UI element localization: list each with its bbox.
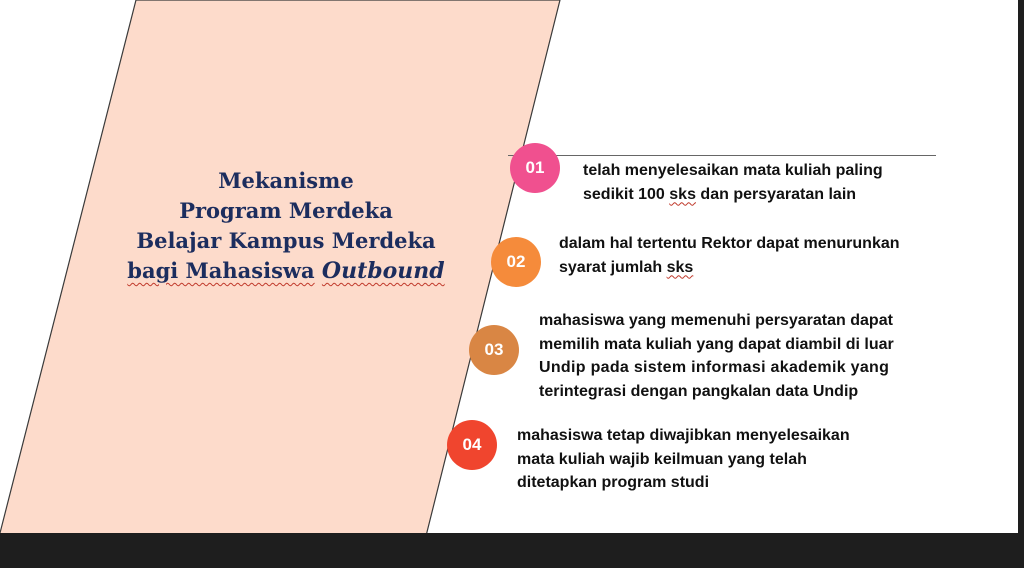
item-02-line-1: dalam hal tertentu Rektor dapat menurunkan: [559, 235, 900, 252]
item-04-line-3: ditetapkan program studi: [517, 474, 710, 491]
sks-word: sks: [666, 258, 694, 276]
badge-04-number: 04: [462, 435, 482, 454]
number-badge-03: [469, 325, 519, 375]
title-line-1: Mekanisme: [218, 168, 354, 193]
item-03-line-3: Undip pada sistem informasi akademik yang: [539, 359, 890, 376]
item-01-line-1: telah menyelesaikan mata kuliah paling: [583, 162, 883, 179]
number-badge-02: [491, 237, 541, 287]
sks-word: sks: [669, 185, 696, 203]
item-03-line-1: mahasiswa yang memenuhi persyaratan dapat: [539, 312, 893, 329]
item-01-text: [583, 159, 883, 206]
title-line-2: Program Merdeka: [179, 198, 393, 223]
badge-03-number: 03: [484, 340, 504, 359]
item-03-text: [539, 309, 894, 403]
badge-02-number: 02: [506, 252, 526, 271]
number-badge-04: [447, 420, 497, 470]
item-04-text: [517, 424, 850, 495]
number-badge-01: [510, 143, 560, 193]
title-line-4: [96, 256, 476, 286]
slide-title: [96, 166, 476, 286]
item-02-text: [559, 232, 900, 279]
title-line-4-prefix: bagi Mahasiswa: [127, 258, 315, 283]
item-02-line-2: syarat jumlah sks: [559, 258, 694, 276]
item-01-line-2: sedikit 100 sks dan persyaratan lain: [583, 185, 857, 203]
item-03-line-2: memilih mata kuliah yang dapat diambil di luar: [539, 335, 894, 353]
badge-01-number: 01: [525, 158, 545, 177]
bottom-black-bar: [0, 533, 1024, 568]
title-line-3: Belajar Kampus Merdeka: [136, 228, 436, 253]
item-03-line-4: terintegrasi dengan pangkalan data Undip: [539, 382, 859, 400]
item-04-line-1: mahasiswa tetap diwajibkan menyelesaikan: [517, 427, 850, 444]
title-line-4-emphasis: Outbound: [321, 258, 445, 284]
top-divider-line: [508, 155, 936, 156]
right-edge-bar: [1018, 0, 1024, 568]
item-04-line-2: mata kuliah wajib keilmuan yang telah: [517, 450, 807, 468]
